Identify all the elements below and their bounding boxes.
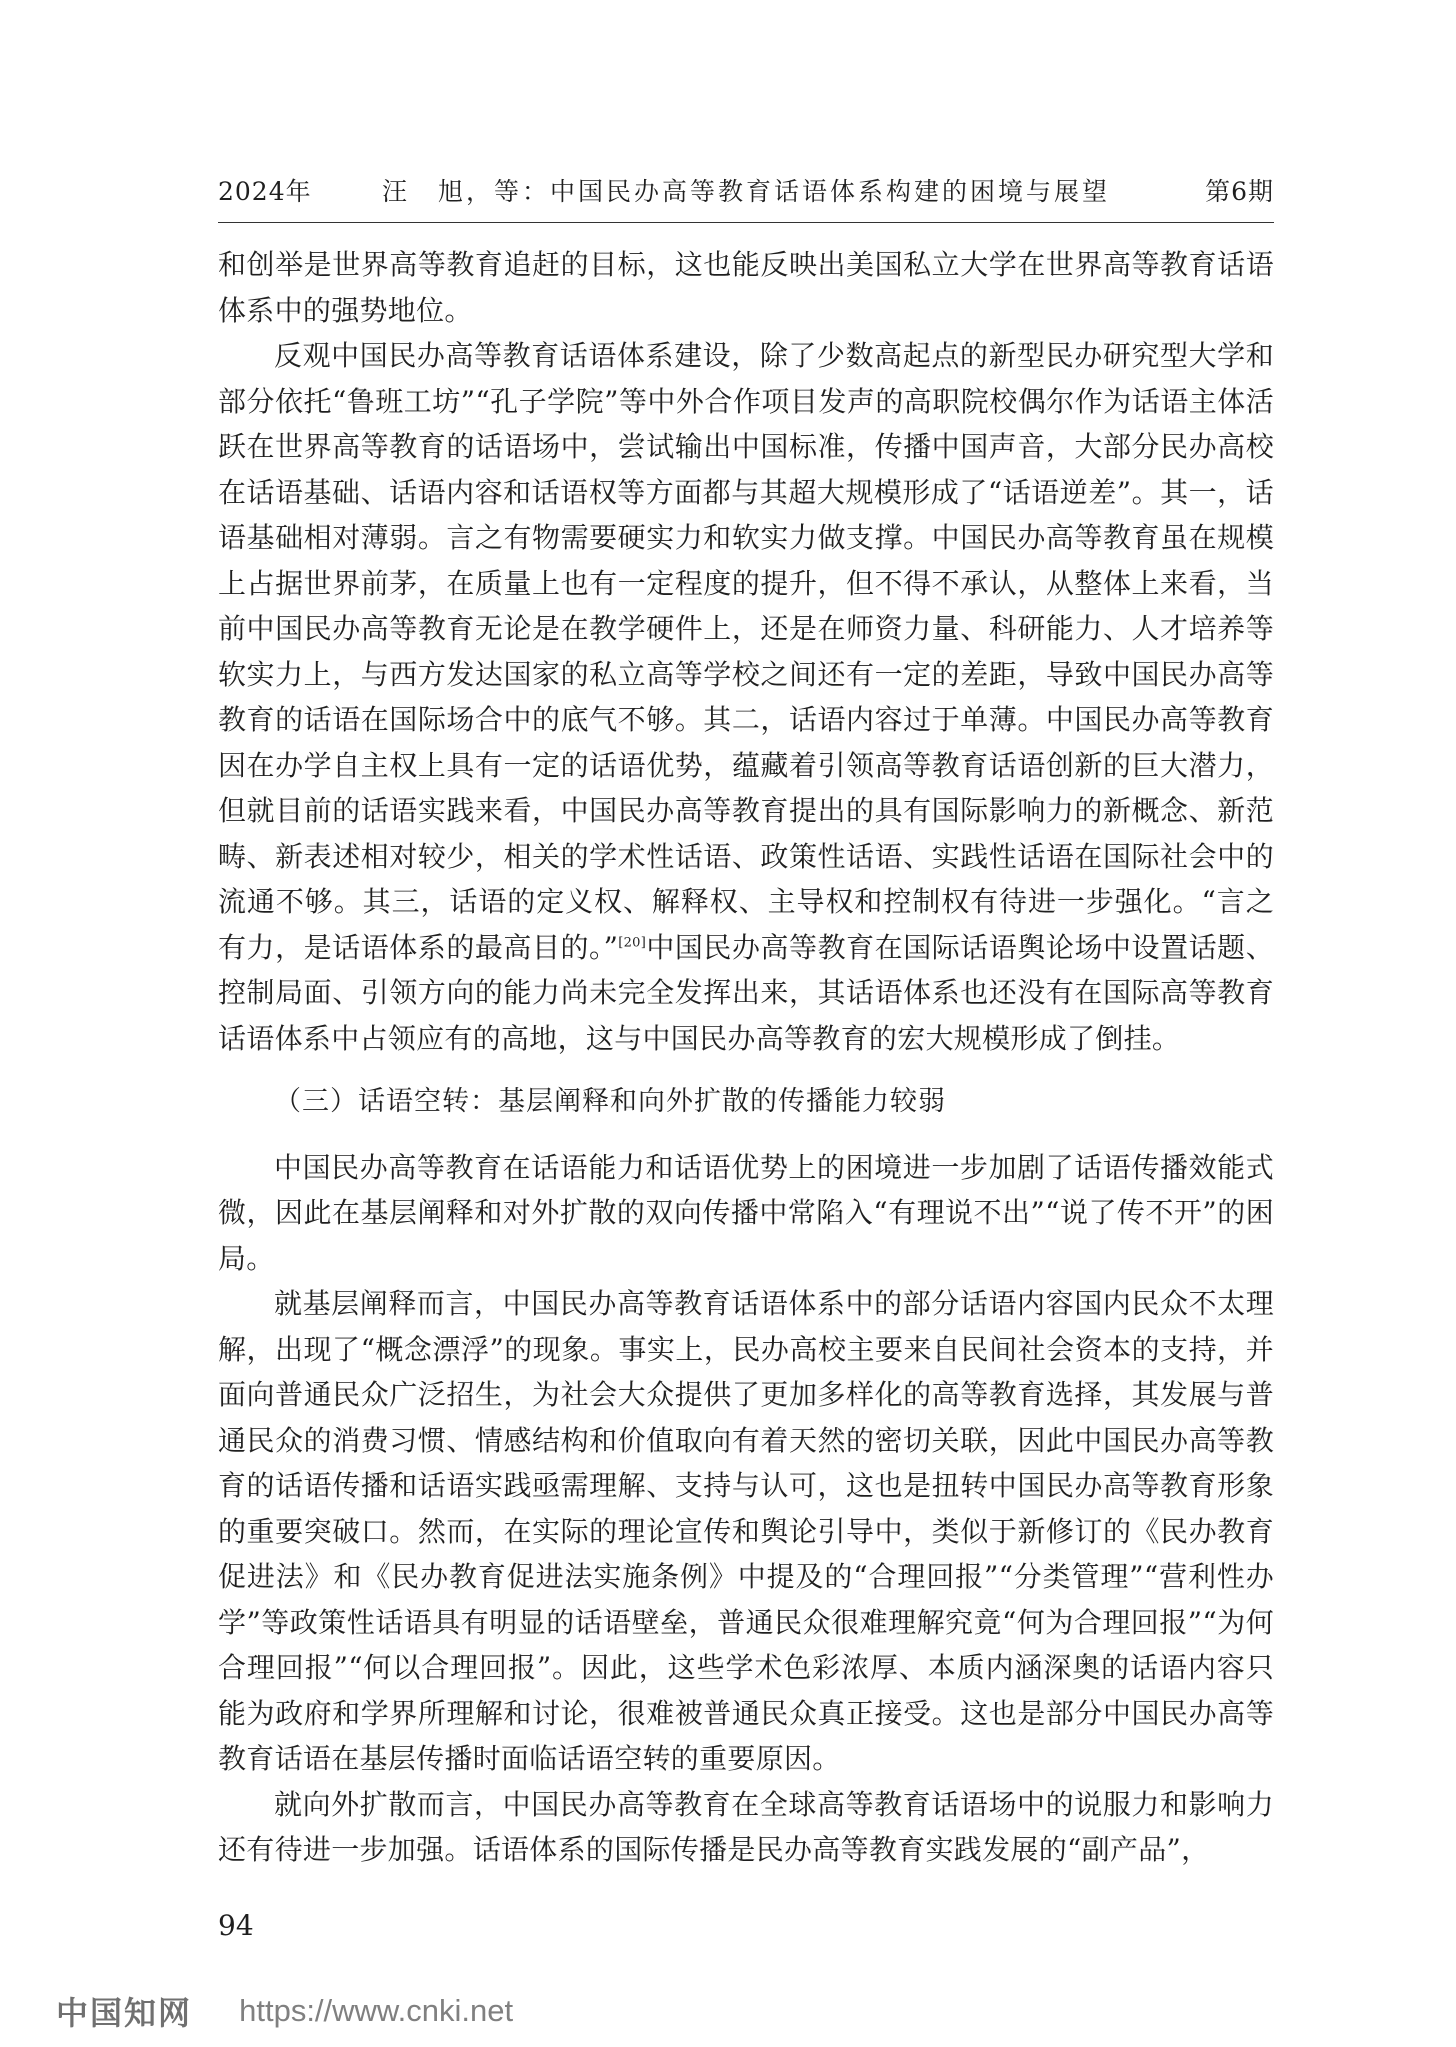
cnki-logo-text: 中国知网 [56, 1994, 193, 2032]
cnki-url: https://www.cnki.net [239, 1993, 514, 2028]
paragraph-text: 反观中国民办高等教育话语体系建设，除了少数高起点的新型民办研究型大学和部分依托“鲁班工坊”“孔子学院”等中外合作项目发声的高职院校偶尔作为话语主体活跃在世界高等教育的话语场中，尝试输出中国标准，传播中国声音，大部分民办高校在话语基础、话语内容和话语权等方面都与其超大规模形成了“话语逆差”。其一，话语基础相对薄弱。言之有物需要硬实力和软实力做支撑。中国民办高等教育虽在规模上占据世界前茅，在质量上也有一定程度的提升，但不得不承认，从整体上来看，当前中国民办高等教育无论是在教学硬件上，还是在师资力量、科研能力、人才培养等软实力上，与西方发达国家的私立高等学校之间还有一定的差距，导致中国民办高等教育的话语在国际场合中的底气不够。其二，话语内容过于单薄。中国民办高等教育因在办学自主权上具有一定的话语优势，蕴藏着引领高等教育话语创新的巨大潜力，但就目前的话语实践来看，中国民办高等教育提出的具有国际影响力的新概念、新范畴、新表述相对较少，相关的学术性话语、政策性话语、实践性话语在国际社会中的流通不够。其三，话语的定义权、解释权、主导权和控制权有待进一步强化。“言之有力，是话语体系的最高目的。” [218, 339, 1274, 964]
cnki-watermark [56, 1988, 513, 2032]
paragraph-discourse-deficit [218, 333, 1274, 1061]
header-title: 汪 旭，等：中国民办高等教育话语体系构建的困境与展望 [381, 177, 1110, 206]
paragraph-text: 中国民办高等教育在国际话语舆论场中设置话题、控制局面、引领方向的能力尚未完全发挥出来，其话语体系也还没有在国际高等教育话语体系中占领应有的高地，这与中国民办高等教育的宏大规模形成了倒挂。 [218, 930, 1274, 1055]
header-divider [218, 222, 1274, 223]
citation-marker: [20] [618, 935, 647, 951]
page-number: 94 [218, 1909, 254, 1942]
paragraph-continued: 和创举是世界高等教育追赶的目标，这也能反映出美国私立大学在世界高等教育话语体系中的强势地位。 [218, 248, 1274, 327]
header-year: 2024年 [218, 177, 312, 206]
paragraph-grassroots-interpretation: 就基层阐释而言，中国民办高等教育话语体系中的部分话语内容国内民众不太理解，出现了“概念漂浮”的现象。事实上，民办高校主要来自民间社会资本的支持，并面向普通民众广泛招生，为社会大众提供了更加多样化的高等教育选择，其发展与普通民众的消费习惯、情感结构和价值取向有着天然的密切关联，因此中国民办高等教育的话语传播和话语实践亟需理解、支持与认可，这也是扭转中国民办高等教育形象的重要突破口。然而，在实际的理论宣传和舆论引导中，类似于新修订的《民办教育促进法》和《民办教育促进法实施条例》中提及的“合理回报”“分类管理”“营利性办学”等政策性话语具有明显的话语壁垒，普通民众很难理解究竟“何为合理回报”“为何合理回报”“何以合理回报”。因此，这些学术色彩浓厚、本质内涵深奥的话语内容只能为政府和学界所理解和讨论，很难被普通民众真正接受。这也是部分中国民办高等教育话语在基层传播时面临话语空转的重要原因。 [218, 1287, 1274, 1775]
article-body [218, 242, 1274, 1873]
running-header [218, 172, 1274, 212]
paragraph-outward-diffusion: 就向外扩散而言，中国民办高等教育在全球高等教育话语场中的说服力和影响力还有待进一步加强。话语体系的国际传播是民办高等教育实践发展的“副产品”， [218, 1787, 1274, 1866]
paragraph-dissemination-dilemma: 中国民办高等教育在话语能力和话语优势上的困境进一步加剧了话语传播效能式微，因此在基层阐释和对外扩散的双向传播中常陷入“有理说不出”“说了传不开”的困局。 [218, 1150, 1274, 1275]
section-subheading: （三）话语空转：基层阐释和向外扩散的传播能力较弱 [274, 1086, 946, 1117]
header-issue: 第6期 [1205, 177, 1274, 206]
